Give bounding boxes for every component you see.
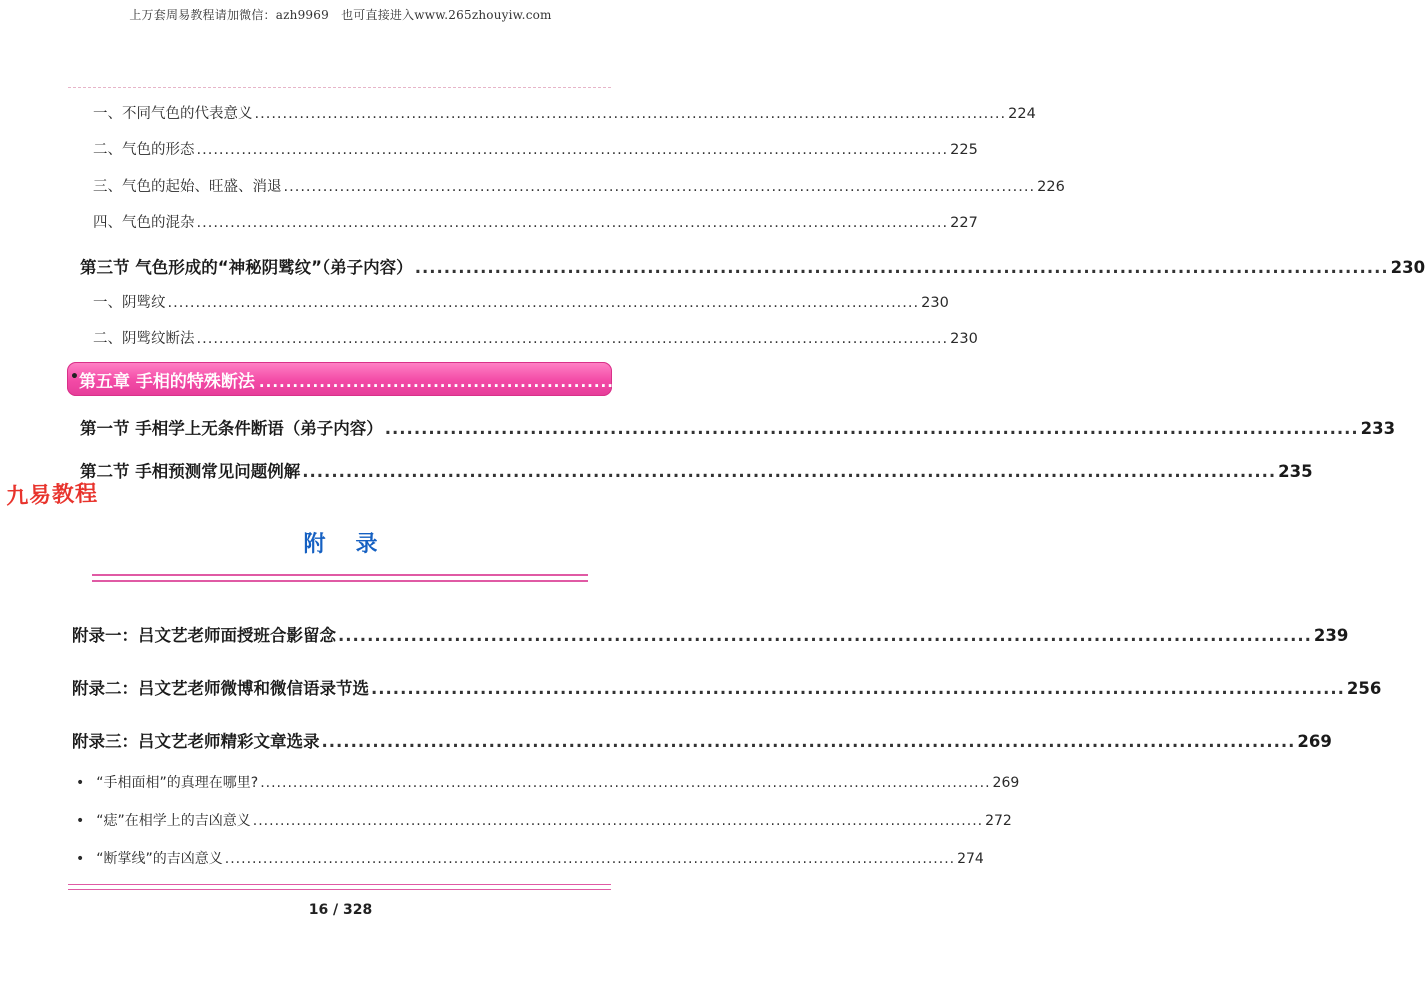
page-indicator: 16 / 328 <box>308 902 373 918</box>
toc-leader: ...................................................................................................................................... <box>414 258 1389 277</box>
toc-item-page: 224 <box>1008 106 1036 122</box>
bullet-item-title: “断掌线”的吉凶意义 <box>96 851 223 867</box>
toc-sub-item[interactable] <box>93 291 949 313</box>
appendix-item-1[interactable] <box>72 622 1349 648</box>
chapter-page: 231 <box>1160 368 1203 392</box>
appendix-item-title: 附录一：吕文艺老师面授班合影留念 <box>72 626 336 645</box>
toc-chapter-5-highlight[interactable] <box>67 362 1203 396</box>
appendix-bullet-item[interactable] <box>76 810 1012 832</box>
appendix-bullet-item[interactable] <box>76 848 984 870</box>
appendix-item-page: 269 <box>1297 732 1332 751</box>
toc-section-page: 235 <box>1278 462 1313 481</box>
toc-section-title: 第一节 手相学上无条件断语（弟子内容） <box>80 419 383 438</box>
watermark-logo-text: 九易教程 <box>5 481 99 510</box>
toc-item-page: 226 <box>1037 179 1065 195</box>
appendix-item-3[interactable] <box>72 728 1332 754</box>
toc-leader: ...................................................................................................................................... <box>260 775 991 791</box>
bullet-item-page: 269 <box>992 775 1020 791</box>
toc-item-page: 225 <box>950 142 978 158</box>
toc-section-page: 230 <box>1390 258 1425 277</box>
toc-section-title: 第二节 手相预测常见问题例解 <box>80 462 301 481</box>
appendix-item-title: 附录三：吕文艺老师精彩文章选录 <box>72 732 320 751</box>
bullet-item-page: 272 <box>985 813 1012 829</box>
toc-item-title: 一、不同气色的代表意义 <box>93 106 253 122</box>
toc-section-1[interactable] <box>80 415 1396 441</box>
bullet-item-page: 274 <box>957 851 984 867</box>
toc-leader: ...................................................................................................................................... <box>321 732 1296 751</box>
toc-section-3[interactable] <box>80 254 1425 280</box>
toc-leader: ...................................................................................................................................... <box>302 462 1277 481</box>
chapter-bullet: • <box>70 369 79 385</box>
appendix-item-page: 256 <box>1346 679 1382 698</box>
bottom-divider <box>68 884 611 892</box>
appendix-item-title: 附录二：吕文艺老师微博和微信语录节选 <box>72 679 369 698</box>
appendix-bullet-item[interactable] <box>76 772 1020 794</box>
page-header-ad: 上万套周易教程请加微信：azh9969 也可直接进入www.265zhouyiw.com <box>129 8 552 22</box>
toc-leader: ...................................................................................................................................... <box>196 215 949 231</box>
toc-leader: ...................................................................................................................................... <box>196 142 949 158</box>
toc-leader: ...................................................................................................................................... <box>252 813 984 829</box>
top-divider <box>68 87 611 88</box>
toc-sub-item[interactable] <box>93 327 978 349</box>
toc-leader: ...................................................................................................................................... <box>224 851 956 867</box>
toc-leader: ...................................................................................................................................... <box>167 295 920 311</box>
appendix-item-page: 239 <box>1313 626 1349 645</box>
bullet-item-title: “手相面相”的真理在哪里? <box>96 775 259 791</box>
toc-item-title: 四、气色的混杂 <box>93 215 195 231</box>
toc-leader: ...................................................................................................................................... <box>371 679 1345 698</box>
toc-item-title: 一、阴骘纹 <box>93 295 166 311</box>
appendix-item-2[interactable] <box>72 675 1382 701</box>
toc-leader: ...................................................................................................................................... <box>283 179 1036 195</box>
appendix-heading: 附录 <box>303 532 408 557</box>
toc-item-page: 230 <box>921 295 949 311</box>
toc-section-title: 第三节 气色形成的“神秘阴骘纹”（弟子内容） <box>80 258 413 277</box>
toc-sub-item[interactable] <box>93 138 978 160</box>
bullet-item-title: “痣”在相学上的吉凶意义 <box>96 813 251 829</box>
toc-leader: ...................................................................................................................................... <box>338 626 1312 645</box>
toc-item-title: 三、气色的起始、旺盛、消退 <box>93 179 282 195</box>
chapter-title: 第五章 手相的特殊断法 <box>79 372 255 392</box>
toc-item-page: 227 <box>950 215 978 231</box>
toc-leader: ...................................................................................................................................... <box>384 419 1359 438</box>
toc-sub-item[interactable] <box>93 211 978 233</box>
bullet-dot: • <box>76 813 85 829</box>
bullet-dot: • <box>76 775 85 791</box>
toc-sub-item[interactable] <box>93 102 1036 124</box>
toc-leader: ...................................................................................................................................... <box>258 373 1157 391</box>
toc-section-page: 233 <box>1360 419 1396 438</box>
toc-item-title: 二、阴骘纹断法 <box>93 331 195 347</box>
toc-section-2[interactable] <box>80 458 1313 484</box>
toc-leader: ...................................................................................................................................... <box>254 106 1007 122</box>
toc-item-title: 二、气色的形态 <box>93 142 195 158</box>
toc-item-page: 230 <box>950 331 978 347</box>
bullet-dot: • <box>76 851 85 867</box>
toc-sub-item[interactable] <box>93 175 1065 197</box>
toc-leader: ...................................................................................................................................... <box>196 331 949 347</box>
appendix-divider <box>92 574 588 584</box>
